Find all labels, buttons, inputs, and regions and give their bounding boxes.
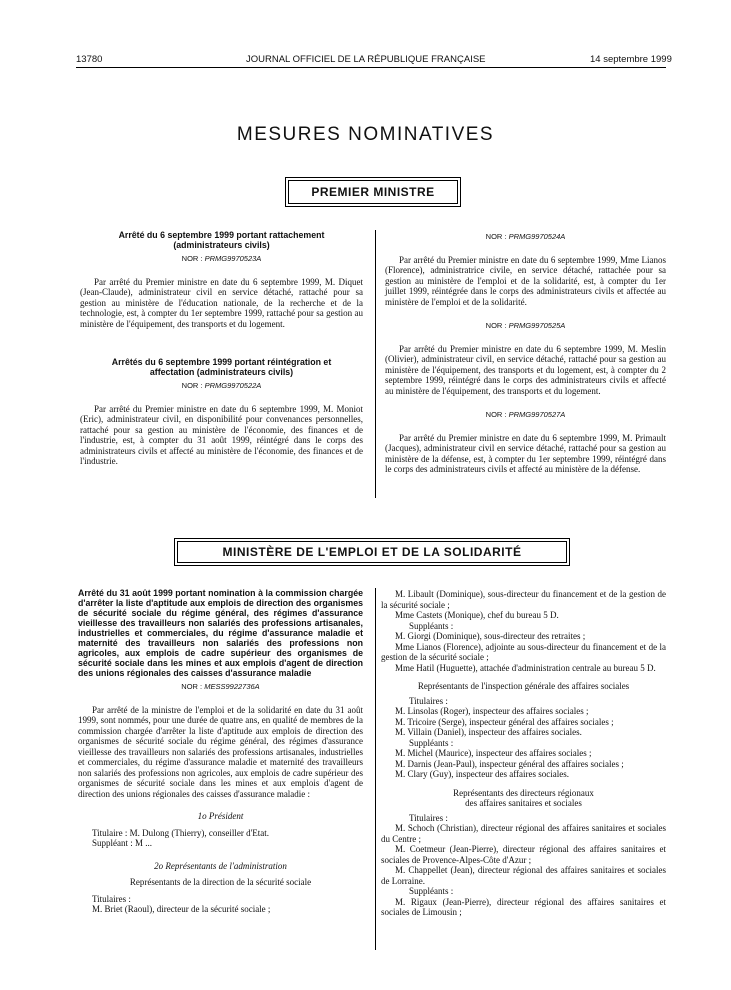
page-title: MESURES NOMINATIVES xyxy=(236,124,495,145)
suppleants-label: Suppléants : xyxy=(409,737,454,748)
s2-right-column xyxy=(381,589,666,918)
member-line: M. Schoch (Christian), directeur régional des affaires sanitaires et sociales du Centre ; xyxy=(381,823,666,844)
member-line: M. Michel (Maurice), inspecteur des affaires sociales ; xyxy=(395,748,592,758)
arrete-title: Arrêté du 31 août 1999 portant nomination à la commission chargée d'arrêter la liste d'aptitude aux emplois de direction des organismes de sécurité sociale du régime général, des régimes d'assurance vieillesse des travailleurs non salariés des professions artisanales, industrielles et commerciales, du régime d'assurance maladie et maternité des travailleurs non salariés des professions non agricoles, aux emplois de cadre supérieur des organismes de sécurité sociale dans les mines et aux emplois d'agent de direction des unions régionales des caisses d'assurance maladie xyxy=(78,588,363,678)
journal-title: JOURNAL OFFICIEL DE LA RÉPUBLIQUE FRANÇAISE xyxy=(246,54,486,65)
suppleants-label: Suppléants : xyxy=(409,620,454,631)
nor-line: NOR : PRMG9970525A xyxy=(485,321,566,330)
member-line: M. Rigaux (Jean-Pierre), directeur régional des affaires sanitaires et sociales de Limousin ; xyxy=(381,896,666,917)
s2-left-column xyxy=(78,588,363,915)
header-rule xyxy=(76,67,666,68)
arrete-text: Par arrêté du Premier ministre en date du 6 septembre 1999, M. Diquet (Jean-Claude), administrateur civil en service détaché, rattaché pour sa gestion au ministère de l'éducation nationale, de la recherche et de la technologie, est, à compter du 1er septembre 1999, rattaché pour sa gestion au ministère de l'équipement, des transports et du logement. xyxy=(80,276,363,329)
member-line: M. Villain (Daniel), inspecteur des affaires sociales. xyxy=(395,727,582,737)
suppleant-line: Suppléant : M ... xyxy=(92,838,152,848)
arrete-text: Par arrêté du Premier ministre en date du 6 septembre 1999, M. Moniot (Eric), administrateur civil, en disponibilité pour convenances personnelles, rattaché pour sa gestion au ministère de l'économie, des finances et de l'industrie, est, à compter du 31 août 1999, réintégré dans le corps des administrateurs civils et affecté au ministère de l'économie, des finances et de l'industrie. xyxy=(80,403,363,466)
nor-line: NOR : PRMG9970524A xyxy=(485,232,566,241)
subheading-representants: 2o Représentants de l'administration xyxy=(154,860,287,871)
subheading-president: 1o Président xyxy=(197,811,244,821)
nor-line: NOR : MESS9922736A xyxy=(181,682,260,691)
subheading-directeurs: Représentants des directeurs régionaux xyxy=(453,787,594,798)
titulaires-label: Titulaires : xyxy=(409,812,448,823)
section-heading-text: PREMIER MINISTRE xyxy=(288,180,458,204)
arrete-text: Par arrêté du Premier ministre en date du 6 septembre 1999, Mme Lianos (Florence), administratrice civile, en service détaché, rattachée pour sa gestion au ministère de l'emploi et de la solidarité, est, à compter du 1er juillet 1999, réintégrée dans le corps des administrateurs civils et affectée au ministère de l'emploi et de la solidarité. xyxy=(385,254,666,307)
arrete-title: Arrêté du 6 septembre 1999 portant rattachement (administrateurs civils) xyxy=(118,230,325,250)
member-line: Mme Castets (Monique), chef du bureau 5 D. xyxy=(395,610,559,620)
member-line: M. Libault (Dominique), sous-directeur du financement et de la gestion de la sécurité sociale ; xyxy=(381,589,666,610)
member-line: M. Darnis (Jean-Paul), inspecteur général des affaires sociales ; xyxy=(395,758,624,769)
titulaire-line: Titulaire : M. Dulong (Thierry), conseiller d'Etat. xyxy=(92,827,270,838)
member-line: M. Briet (Raoul), directeur de la sécurité sociale ; xyxy=(92,904,271,914)
subheading-directeurs: des affaires sanitaires et sociales xyxy=(465,798,582,808)
arrete-title: Arrêtés du 6 septembre 1999 portant réintégration et affectation (administrateurs civils) xyxy=(111,357,332,377)
s1-left-column xyxy=(80,230,363,467)
titulaires-label: Titulaires : xyxy=(92,893,131,904)
arrete-text: Par arrêté du Premier ministre en date du 6 septembre 1999, M. Primault (Jacques), administrateur civil en service détaché, rattaché pour sa gestion au ministère de la défense, est, à compter du 1er septembre 1999, réintégré dans le corps des administrateurs civils et affecté au ministère de la défense. xyxy=(385,432,666,474)
member-line: Mme Hatil (Huguette), attachée d'administration centrale au bureau 5 D. xyxy=(395,662,656,673)
column-divider xyxy=(375,588,376,950)
nor-line: NOR : PRMG9970523A xyxy=(181,254,262,263)
member-line: M. Clary (Guy), inspecteur des affaires sociales. xyxy=(395,769,570,779)
titulaires-label: Titulaires : xyxy=(409,695,448,706)
arrete-text: Par arrêté de la ministre de l'emploi et de la solidarité en date du 31 août 1999, sont nommés, pour une durée de quatre ans, en qualité de membres de la commission chargée d'arrêter la liste d'aptitude aux emplois de direction des organismes de sécurité sociale du régime général, des régimes d'assurance vieillesse des travailleurs non salariés des professions artisanales, industrielles et commerciales, du régime d'assurance maladie et maternité des travailleurs non salariés des professions non agricoles, aux emplois de cadre supérieur des organismes de sécurité sociale dans les mines et aux emplois d'agent de direction des unions régionales des caisses d'assurance maladie : xyxy=(78,704,363,799)
member-line: M. Giorgi (Dominique), sous-directeur des retraites ; xyxy=(395,631,586,641)
column-divider xyxy=(375,230,376,498)
page-number: 13780 xyxy=(76,54,103,65)
nor-line: NOR : PRMG9970522A xyxy=(181,381,262,390)
suppleants-label: Suppléants : xyxy=(409,886,454,896)
nor-line: NOR : PRMG9970527A xyxy=(485,410,566,419)
section-heading-text: MINISTÈRE DE L'EMPLOI ET DE LA SOLIDARITÉ xyxy=(177,541,567,563)
section-heading-ministere-emploi xyxy=(174,538,570,566)
member-line: Mme Lianos (Florence), adjointe au sous-directeur du financement et de la gestion de la sécurité sociale ; xyxy=(381,641,666,662)
member-line: M. Tricoire (Serge), inspecteur général des affaires sociales ; xyxy=(395,716,614,727)
subheading-direction: Représentants de la direction de la sécurité sociale xyxy=(129,877,312,887)
member-line: M. Coetmeur (Jean-Pierre), directeur régional des affaires sanitaires et sociales de Provence-Alpes-Côte d'Azur ; xyxy=(381,844,666,865)
arrete-text: Par arrêté du Premier ministre en date du 6 septembre 1999, M. Meslin (Olivier), administrateur civil, en service détaché, rattaché pour sa gestion au ministère de l'équipement, des transports et du logement, est, à compter du 2 septembre 1999, réintégré dans le corps des administrateurs civils et affecté au ministère de l'équipement, des transports et du logement. xyxy=(385,343,666,396)
header-date: 14 septembre 1999 xyxy=(590,54,672,65)
section-heading-premier-ministre xyxy=(285,177,461,207)
subheading-inspection: Représentants de l'inspection générale des affaires sociales xyxy=(417,681,630,691)
member-line: M. Chappellet (Jean), directeur régional des affaires sanitaires et sociales de Lorraine. xyxy=(381,865,666,886)
member-line: M. Linsolas (Roger), inspecteur des affaires sociales ; xyxy=(395,706,589,716)
s1-right-column xyxy=(385,228,666,475)
